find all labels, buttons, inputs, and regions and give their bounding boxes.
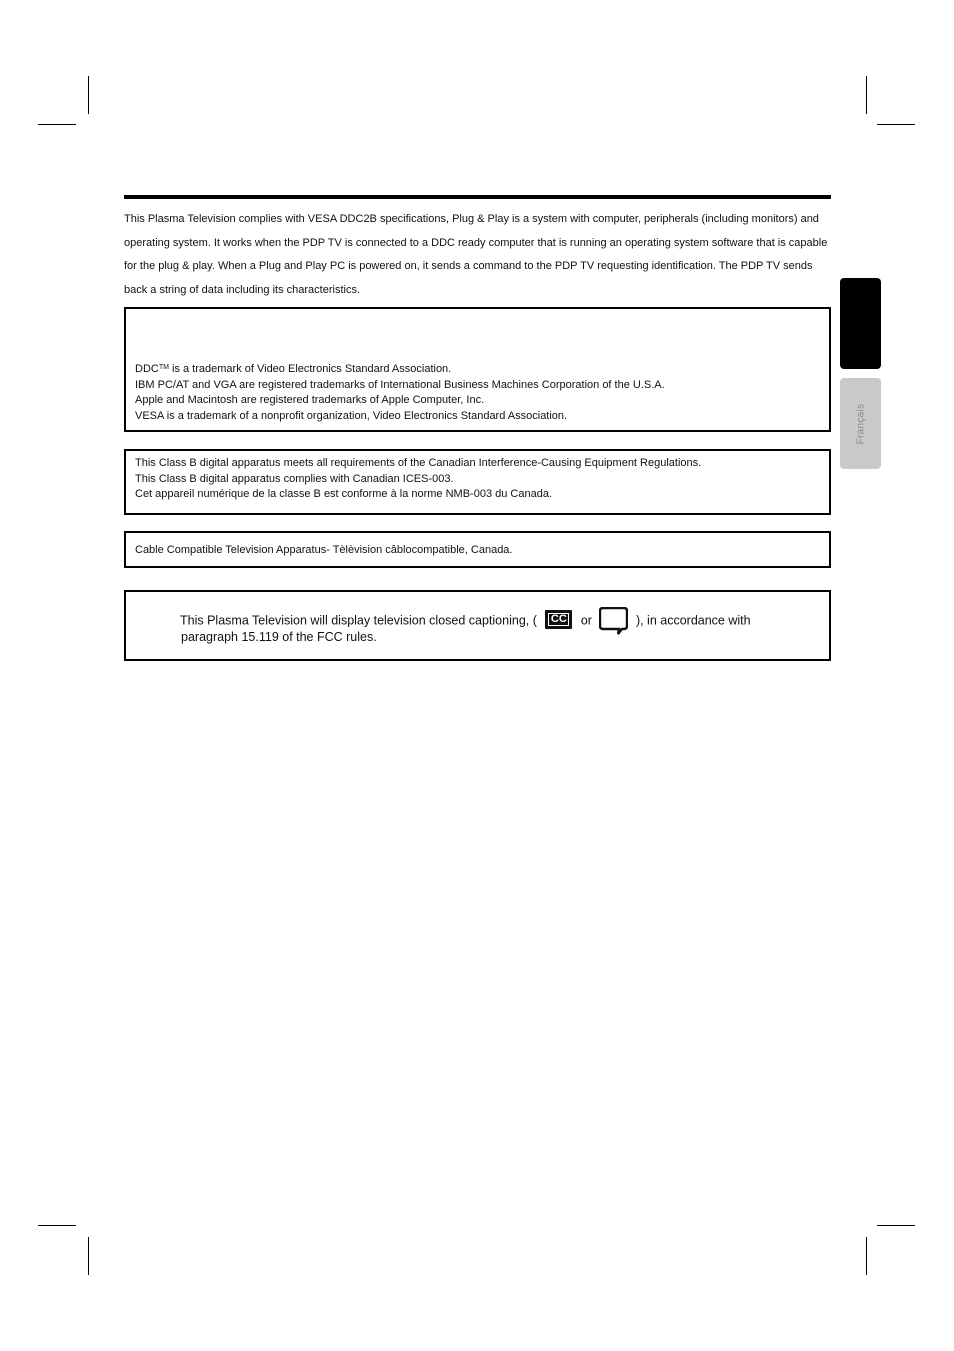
crop-mark <box>88 1237 89 1275</box>
canada-notice-lines <box>135 456 701 503</box>
trademark-ddc: DDC™ is a trademark of Video Electronics Standard Association. <box>135 363 452 375</box>
closed-caption-box <box>124 590 831 661</box>
canada-notice-line: This Class B digital apparatus meets all requirements of the Canadian Interference-Causing Equipment Regulations. <box>135 457 702 469</box>
language-tab-active[interactable] <box>840 278 881 369</box>
cable-notice-text: Cable Compatible Television Apparatus- Tèlèvision câblocompatible, Canada. <box>135 544 513 556</box>
trademark-ibm: IBM PC/AT and VGA are registered trademarks of International Business Machines Corporation of the U.S.A. <box>135 378 665 391</box>
canada-notice-line: This Class B digital apparatus complies with Canadian ICES-003. <box>135 472 454 485</box>
closed-caption-line: This Plasma Television will display television closed captioning, ( CC or ), in accordance with <box>180 607 751 635</box>
crop-mark <box>38 124 76 125</box>
trademark-apple: Apple and Macintosh are registered trademarks of Apple Computer, Inc. <box>135 394 485 406</box>
language-tab-french[interactable] <box>840 378 881 469</box>
language-tab-french-label: Français <box>855 403 866 444</box>
trademark-superscript: TM <box>158 364 169 371</box>
intro-paragraph: This Plasma Television complies with VESA DDC2B specifications, Plug & Play is a system with computer, peripherals (including monitors) and operating system. It works when the PDP TV is connected to a DDC ready computer that is running an operating system software that is capable for the plug & play. When a Plug and Play PC is powered on, it sends a command to the PDP TV requesting identification. The PDP TV sends back a string of data including its characteristics. <box>124 213 828 297</box>
crop-mark <box>38 1225 76 1226</box>
crop-mark <box>866 1237 867 1275</box>
canada-notice-box <box>124 449 831 515</box>
canada-notice-line: Cet appareil numérique de la classe B est conforme à la norme NMB-003 du Canada. <box>135 488 553 500</box>
trademark-vesa: VESA is a trademark of a nonprofit organization, Video Electronics Standard Association. <box>135 409 568 422</box>
trademarks-box <box>124 307 831 432</box>
header-rule <box>124 195 831 199</box>
crop-mark <box>877 124 915 125</box>
cable-notice-box <box>124 531 831 568</box>
cc-icon: CC <box>545 610 572 629</box>
closed-caption-line-2: paragraph 15.119 of the FCC rules. <box>181 630 377 644</box>
speech-bubble-icon <box>599 607 628 635</box>
trademarks-lines <box>135 362 665 424</box>
crop-mark <box>88 76 89 114</box>
crop-mark <box>866 76 867 114</box>
crop-mark <box>877 1225 915 1226</box>
